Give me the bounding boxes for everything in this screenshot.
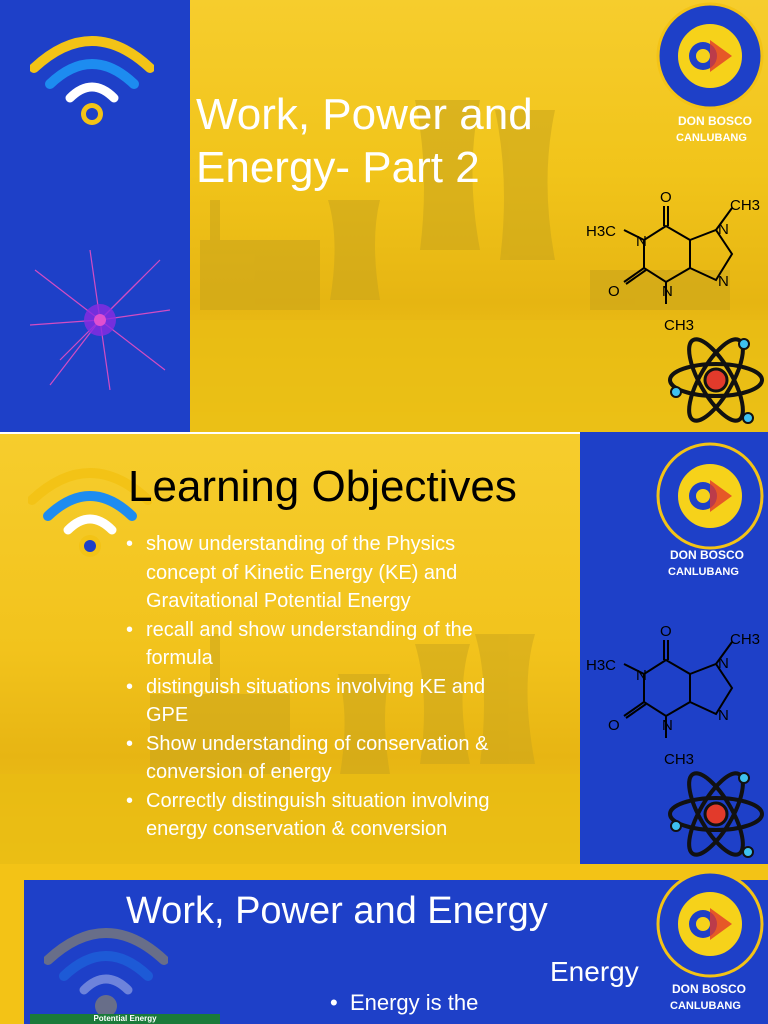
mol-ch3-right: CH3	[730, 631, 761, 648]
mol-n-right: N	[718, 655, 729, 672]
mol-h3c-left: H3C	[586, 657, 617, 674]
objective-item: • show understanding of the Physics concept of Kinetic Energy (KE) and Gravitational Potential Energy	[124, 530, 574, 616]
mol-n1: N	[636, 667, 647, 684]
mol-n-bottom: N	[662, 283, 673, 300]
mol-h3c-left: H3C	[586, 223, 617, 240]
school-name: DON BOSCO	[672, 982, 747, 996]
atom-icon	[664, 330, 768, 430]
school-name: DON BOSCO	[678, 114, 753, 128]
mol-o-left: O	[608, 283, 620, 300]
mol-ch3-bottom: CH3	[664, 751, 695, 768]
objectives-list	[124, 530, 574, 844]
mol-o-top: O	[660, 623, 672, 640]
school-logo	[656, 870, 764, 978]
mol-n1: N	[636, 233, 647, 250]
school-place: CANLUBANG	[668, 566, 739, 578]
mol-n-bottom: N	[662, 717, 673, 734]
school-place: CANLUBANG	[670, 1000, 741, 1012]
objective-item: • distinguish situations involving KE and GPE	[124, 673, 574, 730]
slide-3-title: Work, Power and Energy	[126, 890, 548, 932]
caffeine-molecule-icon	[584, 618, 768, 774]
slide-1-title-line-1: Work, Power and	[196, 90, 533, 139]
particle-collision-icon	[30, 250, 170, 390]
objective-item: • recall and show understanding of the formula	[124, 616, 574, 673]
slide-1-title	[196, 88, 716, 194]
objective-item: • Correctly distinguish situation involving energy conservation & conversion	[124, 787, 574, 844]
mol-n-five: N	[718, 707, 729, 724]
slide-3-subtitle: Energy	[550, 956, 639, 987]
school-logo	[656, 2, 764, 110]
school-place: CANLUBANG	[676, 132, 747, 144]
mol-o-top: O	[660, 189, 672, 206]
objective-item: • Show understanding of conservation & conversion of energy	[124, 730, 574, 787]
slide-2-title: Learning Objectives	[128, 462, 517, 511]
caffeine-molecule-icon	[584, 184, 768, 340]
mol-ch3-right: CH3	[730, 197, 761, 214]
school-logo	[656, 442, 764, 550]
bullet-marker: •	[330, 990, 350, 1015]
potential-energy-image	[30, 1014, 220, 1024]
atom-icon	[664, 764, 768, 864]
mol-n-five: N	[718, 273, 729, 290]
school-name: DON BOSCO	[670, 548, 745, 562]
mol-ch3-bottom: CH3	[664, 317, 695, 334]
slide-1	[0, 0, 768, 432]
slide-2	[0, 432, 768, 864]
mol-n-right: N	[718, 221, 729, 238]
bullet-text: Energy is the	[349, 990, 479, 1015]
wifi-icon	[30, 28, 154, 132]
mol-o-left: O	[608, 717, 620, 734]
wifi-icon	[44, 920, 168, 1024]
slide-1-title-line-2: Energy- Part 2	[196, 143, 480, 192]
slide-3-bullet	[330, 990, 478, 1016]
image-caption: Potential Energy	[93, 1014, 157, 1023]
slide-3	[0, 864, 768, 1024]
